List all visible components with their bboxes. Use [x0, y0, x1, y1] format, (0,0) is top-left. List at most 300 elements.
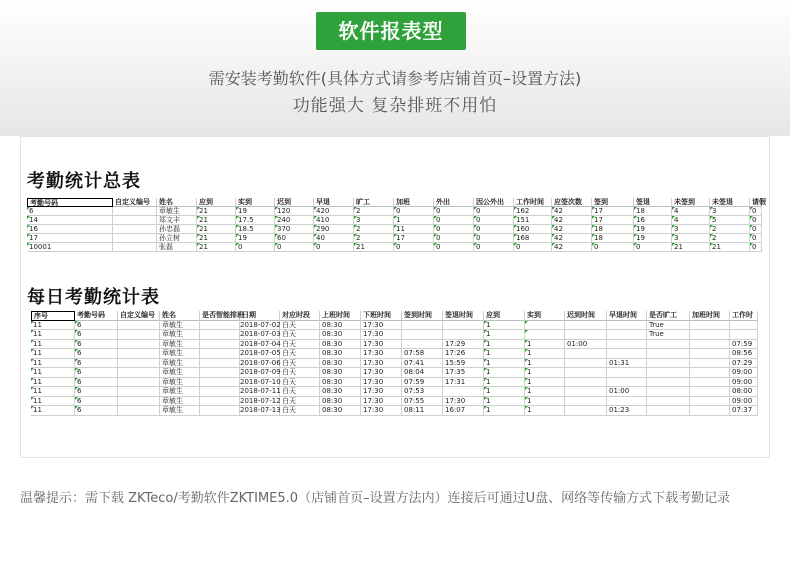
table-cell[interactable]: [565, 359, 607, 369]
table-cell[interactable]: 1: [525, 378, 565, 388]
table-cell[interactable]: 6: [75, 359, 118, 369]
table-cell[interactable]: 6: [75, 340, 118, 350]
table-cell[interactable]: 0: [236, 243, 275, 252]
table-cell[interactable]: 17: [394, 234, 434, 243]
table-cell[interactable]: 0: [394, 243, 434, 252]
table-cell[interactable]: [200, 368, 240, 378]
table-cell[interactable]: 0: [750, 243, 762, 252]
table-cell[interactable]: 19: [634, 234, 672, 243]
column-header[interactable]: 下班时间: [361, 311, 402, 321]
table-cell[interactable]: 1: [525, 359, 565, 369]
table-cell[interactable]: [565, 406, 607, 416]
table-cell[interactable]: [607, 397, 647, 407]
table-cell[interactable]: 42: [552, 216, 592, 225]
column-header[interactable]: 早退: [314, 198, 354, 207]
table-cell[interactable]: 3: [354, 216, 394, 225]
column-header[interactable]: 应到: [484, 311, 525, 321]
column-header[interactable]: 旷工: [354, 198, 394, 207]
table-cell[interactable]: 21: [672, 243, 710, 252]
table-cell[interactable]: 0: [434, 207, 474, 216]
column-header[interactable]: 考勤号码: [75, 311, 118, 321]
column-header[interactable]: 姓名: [160, 311, 200, 321]
table-cell[interactable]: [118, 397, 160, 407]
table-cell[interactable]: 11: [31, 330, 75, 340]
column-header[interactable]: 未签退: [710, 198, 750, 207]
column-header[interactable]: 实到: [525, 311, 565, 321]
table-cell[interactable]: [113, 243, 157, 252]
table-cell[interactable]: 17:30: [361, 387, 402, 397]
table-cell[interactable]: [607, 368, 647, 378]
table-cell[interactable]: 白天: [280, 359, 320, 369]
table-cell[interactable]: 2018-07-03: [240, 330, 281, 338]
table-cell[interactable]: 1: [484, 349, 525, 359]
table-cell[interactable]: 白天: [280, 321, 320, 331]
table-cell[interactable]: 2018-07-13: [240, 406, 281, 414]
table-cell[interactable]: 1: [484, 340, 525, 350]
table-cell[interactable]: 1: [484, 368, 525, 378]
table-cell[interactable]: 17:30: [361, 378, 402, 388]
table-cell[interactable]: 郑文丰: [157, 216, 197, 225]
table-cell[interactable]: 6: [75, 397, 118, 407]
table-cell[interactable]: 08:30: [320, 340, 361, 350]
table-cell[interactable]: [113, 216, 157, 225]
table-cell[interactable]: 2018-07-05: [240, 349, 281, 357]
table-cell[interactable]: 2018-07-02: [240, 320, 281, 329]
table-cell[interactable]: [690, 349, 730, 359]
table-cell[interactable]: 17:30: [443, 397, 484, 407]
table-cell[interactable]: 08:30: [320, 368, 361, 378]
table-cell[interactable]: 1: [525, 349, 565, 359]
column-header[interactable]: 应签次数: [552, 198, 592, 207]
column-header[interactable]: 迟到时间: [565, 311, 607, 321]
table-cell[interactable]: 18: [634, 207, 672, 216]
table-cell[interactable]: 章敏生: [160, 378, 200, 388]
column-header[interactable]: 是否旷工: [647, 311, 690, 321]
table-cell[interactable]: [647, 340, 690, 350]
table-cell[interactable]: 章敏生: [160, 406, 200, 416]
column-header[interactable]: 早退时间: [607, 311, 647, 321]
table-cell[interactable]: [200, 330, 240, 340]
column-header[interactable]: 姓名: [157, 198, 197, 207]
table-cell[interactable]: 2: [354, 207, 394, 216]
table-cell[interactable]: 张磊: [157, 243, 197, 252]
table-cell[interactable]: 19: [236, 207, 275, 216]
table-cell[interactable]: 17:30: [361, 397, 402, 407]
table-cell[interactable]: [200, 387, 240, 397]
table-cell[interactable]: 07:29: [730, 359, 758, 369]
column-header[interactable]: 考勤号码: [27, 198, 113, 207]
table-cell[interactable]: [525, 330, 565, 340]
table-cell[interactable]: [647, 349, 690, 359]
table-cell[interactable]: 16: [634, 216, 672, 225]
table-cell[interactable]: [113, 234, 157, 243]
table-cell[interactable]: 11: [31, 321, 75, 331]
table-cell[interactable]: True: [647, 321, 690, 331]
table-cell[interactable]: [647, 359, 690, 369]
table-cell[interactable]: [200, 397, 240, 407]
table-cell[interactable]: 17:29: [443, 340, 484, 350]
table-cell[interactable]: 42: [552, 234, 592, 243]
table-cell[interactable]: 1: [484, 387, 525, 397]
table-cell[interactable]: 章敏生: [160, 349, 200, 359]
table-cell[interactable]: 0: [275, 243, 314, 252]
table-cell[interactable]: 1: [525, 387, 565, 397]
table-cell[interactable]: 白天: [280, 397, 320, 407]
table-cell[interactable]: 160: [514, 225, 552, 234]
table-cell[interactable]: 4: [672, 207, 710, 216]
table-cell[interactable]: 2: [710, 225, 750, 234]
table-cell[interactable]: 11: [31, 340, 75, 350]
column-header[interactable]: 签退: [634, 198, 672, 207]
table-cell[interactable]: [565, 321, 607, 331]
table-cell[interactable]: 11: [31, 406, 75, 416]
table-cell[interactable]: 0: [514, 243, 552, 252]
table-cell[interactable]: True: [647, 330, 690, 340]
table-cell[interactable]: [200, 359, 240, 369]
table-cell[interactable]: [647, 406, 690, 416]
table-cell[interactable]: 21: [197, 216, 236, 225]
column-header[interactable]: 迟到: [275, 198, 314, 207]
table-cell[interactable]: 01:00: [565, 340, 607, 350]
table-cell[interactable]: [565, 397, 607, 407]
table-cell[interactable]: 17:30: [361, 340, 402, 350]
table-cell[interactable]: 3: [672, 225, 710, 234]
table-cell[interactable]: [113, 225, 157, 234]
table-cell[interactable]: 11: [31, 378, 75, 388]
table-cell[interactable]: 17:30: [361, 321, 402, 331]
table-cell[interactable]: 孙立树: [157, 234, 197, 243]
table-cell[interactable]: [565, 378, 607, 388]
table-cell[interactable]: 19: [634, 225, 672, 234]
table-cell[interactable]: 4: [672, 216, 710, 225]
table-cell[interactable]: [607, 321, 647, 331]
table-cell[interactable]: 151: [514, 216, 552, 225]
table-cell[interactable]: 2018-07-04: [240, 339, 281, 348]
table-cell[interactable]: 14: [27, 216, 113, 225]
table-cell[interactable]: 19: [236, 234, 275, 243]
table-cell[interactable]: [565, 349, 607, 359]
table-cell[interactable]: 章敏生: [160, 368, 200, 378]
table-cell[interactable]: [647, 368, 690, 378]
table-cell[interactable]: 11: [31, 368, 75, 378]
table-cell[interactable]: 290: [314, 225, 354, 234]
table-cell[interactable]: [200, 378, 240, 388]
table-cell[interactable]: 1: [525, 397, 565, 407]
table-cell[interactable]: [647, 397, 690, 407]
column-header[interactable]: 签退时间: [443, 311, 484, 321]
column-header[interactable]: 上班时间: [320, 311, 361, 321]
table-cell[interactable]: 07:37: [730, 406, 758, 416]
table-cell[interactable]: 11: [31, 349, 75, 359]
table-cell[interactable]: 07:55: [402, 397, 443, 407]
table-cell[interactable]: 17: [27, 234, 113, 243]
column-header[interactable]: 请假: [752, 198, 766, 206]
table-cell[interactable]: 白天: [280, 340, 320, 350]
table-cell[interactable]: 60: [275, 234, 314, 243]
table-cell[interactable]: 17: [592, 207, 634, 216]
table-cell[interactable]: 168: [514, 234, 552, 243]
table-cell[interactable]: 17:30: [361, 359, 402, 369]
table-cell[interactable]: 1: [525, 340, 565, 350]
column-header[interactable]: 因公外出: [474, 198, 514, 207]
table-cell[interactable]: [690, 340, 730, 350]
table-cell[interactable]: 08:30: [320, 378, 361, 388]
table-cell[interactable]: 6: [75, 378, 118, 388]
column-header[interactable]: 加班时间: [690, 311, 730, 321]
table-cell[interactable]: 18: [592, 225, 634, 234]
table-cell[interactable]: 18.5: [236, 225, 275, 234]
table-cell[interactable]: 6: [75, 349, 118, 359]
table-cell[interactable]: 07:58: [402, 349, 443, 359]
table-cell[interactable]: 白天: [280, 378, 320, 388]
table-cell[interactable]: 08:30: [320, 397, 361, 407]
table-cell[interactable]: [690, 378, 730, 388]
table-cell[interactable]: 白天: [280, 349, 320, 359]
table-cell[interactable]: 0: [434, 225, 474, 234]
table-cell[interactable]: 16:07: [443, 406, 484, 416]
table-cell[interactable]: 09:00: [730, 368, 758, 378]
table-cell[interactable]: 21: [354, 243, 394, 252]
table-cell[interactable]: 0: [314, 243, 354, 252]
table-cell[interactable]: [118, 330, 160, 340]
table-cell[interactable]: 08:04: [402, 368, 443, 378]
table-cell[interactable]: 01:31: [607, 359, 647, 369]
table-cell[interactable]: 0: [750, 234, 762, 243]
table-cell[interactable]: [690, 368, 730, 378]
table-cell[interactable]: 162: [514, 207, 552, 216]
table-cell[interactable]: 42: [552, 225, 592, 234]
table-cell[interactable]: 40: [314, 234, 354, 243]
table-cell[interactable]: 章敏生: [160, 321, 200, 331]
table-cell[interactable]: 1: [484, 321, 525, 331]
table-cell[interactable]: 17:31: [443, 378, 484, 388]
table-cell[interactable]: 17:30: [361, 368, 402, 378]
table-cell[interactable]: 08:00: [730, 387, 758, 397]
table-cell[interactable]: [607, 349, 647, 359]
table-cell[interactable]: 11: [31, 397, 75, 407]
column-header[interactable]: 应到: [197, 198, 236, 207]
table-cell[interactable]: 21: [197, 234, 236, 243]
table-cell[interactable]: [730, 330, 758, 340]
table-cell[interactable]: [200, 321, 240, 331]
table-cell[interactable]: [607, 330, 647, 340]
table-cell[interactable]: 章敏生: [157, 207, 197, 216]
table-cell[interactable]: [113, 207, 157, 216]
table-cell[interactable]: 09:00: [730, 378, 758, 388]
column-header[interactable]: 自定义编号: [113, 198, 157, 207]
column-header[interactable]: 实到: [236, 198, 275, 207]
table-cell[interactable]: [730, 321, 758, 331]
table-cell[interactable]: 07:41: [402, 359, 443, 369]
table-cell[interactable]: 17:30: [361, 330, 402, 340]
table-cell[interactable]: [565, 330, 607, 340]
table-cell[interactable]: 0: [394, 207, 434, 216]
table-cell[interactable]: [690, 321, 730, 331]
table-cell[interactable]: 07:53: [402, 387, 443, 397]
table-cell[interactable]: [565, 387, 607, 397]
table-cell[interactable]: 章敏生: [160, 397, 200, 407]
table-cell[interactable]: [690, 397, 730, 407]
table-cell[interactable]: 17:30: [361, 406, 402, 416]
column-header[interactable]: 外出: [434, 198, 474, 207]
table-cell[interactable]: 6: [27, 207, 113, 216]
table-cell[interactable]: [200, 340, 240, 350]
table-cell[interactable]: 17:26: [443, 349, 484, 359]
table-cell[interactable]: 2: [354, 234, 394, 243]
table-cell[interactable]: [690, 406, 730, 416]
table-cell[interactable]: [443, 330, 484, 340]
table-cell[interactable]: [200, 406, 240, 416]
table-cell[interactable]: 2018-07-11: [240, 387, 281, 395]
table-cell[interactable]: 420: [314, 207, 354, 216]
table-cell[interactable]: 1: [484, 359, 525, 369]
table-cell[interactable]: [402, 340, 443, 350]
table-cell[interactable]: 2: [354, 225, 394, 234]
table-cell[interactable]: 孙忠磊: [157, 225, 197, 234]
table-cell[interactable]: 白天: [280, 387, 320, 397]
table-cell[interactable]: [118, 378, 160, 388]
table-cell[interactable]: 3: [672, 234, 710, 243]
table-cell[interactable]: 2018-07-06: [240, 358, 281, 367]
table-cell[interactable]: [607, 340, 647, 350]
table-cell[interactable]: 5: [710, 216, 750, 225]
table-cell[interactable]: 章敏生: [160, 359, 200, 369]
table-cell[interactable]: 120: [275, 207, 314, 216]
table-cell[interactable]: 1: [484, 378, 525, 388]
column-header[interactable]: 工作时: [730, 311, 758, 321]
column-header[interactable]: 工作时间: [514, 198, 552, 207]
table-cell[interactable]: [118, 359, 160, 369]
table-cell[interactable]: 16: [27, 225, 113, 234]
table-cell[interactable]: 2018-07-10: [240, 377, 281, 386]
table-cell[interactable]: 08:30: [320, 321, 361, 331]
column-header[interactable]: 序号: [31, 311, 75, 321]
table-cell[interactable]: [647, 387, 690, 397]
table-cell[interactable]: [118, 406, 160, 416]
column-header[interactable]: 日期: [240, 311, 280, 321]
table-cell[interactable]: 08:30: [320, 330, 361, 340]
table-cell[interactable]: 0: [474, 243, 514, 252]
table-cell[interactable]: 1: [525, 406, 565, 416]
column-header[interactable]: 是否智能排班: [202, 311, 244, 319]
column-header[interactable]: 签到: [592, 198, 634, 207]
table-cell[interactable]: 410: [314, 216, 354, 225]
table-cell[interactable]: 6: [75, 321, 118, 331]
table-cell[interactable]: 2018-07-09: [240, 368, 281, 376]
table-cell[interactable]: 6: [75, 368, 118, 378]
table-cell[interactable]: [443, 387, 484, 397]
table-cell[interactable]: 2: [710, 234, 750, 243]
table-cell[interactable]: 21: [710, 243, 750, 252]
table-cell[interactable]: 1: [484, 330, 525, 340]
table-cell[interactable]: 0: [750, 216, 762, 225]
table-cell[interactable]: 0: [474, 207, 514, 216]
table-cell[interactable]: [402, 330, 443, 340]
table-cell[interactable]: 11: [31, 359, 75, 369]
table-cell[interactable]: 17:35: [443, 368, 484, 378]
table-cell[interactable]: 08:11: [402, 406, 443, 416]
table-cell[interactable]: 11: [394, 225, 434, 234]
table-cell[interactable]: 章敏生: [160, 387, 200, 397]
table-cell[interactable]: [443, 321, 484, 331]
table-cell[interactable]: 240: [275, 216, 314, 225]
table-cell[interactable]: 07:59: [730, 340, 758, 350]
table-cell[interactable]: [690, 330, 730, 340]
table-cell[interactable]: 17.5: [236, 216, 275, 225]
column-header[interactable]: 自定义编号: [118, 311, 160, 321]
table-cell[interactable]: 01:00: [607, 387, 647, 397]
table-cell[interactable]: 09:00: [730, 397, 758, 407]
table-cell[interactable]: 15:59: [443, 359, 484, 369]
table-cell[interactable]: [200, 349, 240, 359]
table-cell[interactable]: 18: [592, 234, 634, 243]
table-cell[interactable]: [402, 321, 443, 331]
table-cell[interactable]: 10001: [27, 243, 113, 252]
table-cell[interactable]: 1: [484, 406, 525, 416]
table-cell[interactable]: 0: [434, 243, 474, 252]
table-cell[interactable]: 11: [31, 387, 75, 397]
table-cell[interactable]: 1: [525, 368, 565, 378]
table-cell[interactable]: 07:59: [402, 378, 443, 388]
table-cell[interactable]: 0: [634, 243, 672, 252]
table-cell[interactable]: 章敏生: [160, 330, 200, 340]
table-cell[interactable]: 08:30: [320, 349, 361, 359]
column-header[interactable]: 加班: [394, 198, 434, 207]
table-cell[interactable]: 0: [434, 216, 474, 225]
table-cell[interactable]: 1: [394, 216, 434, 225]
table-cell[interactable]: 0: [474, 234, 514, 243]
table-cell[interactable]: [118, 387, 160, 397]
table-cell[interactable]: [565, 368, 607, 378]
table-cell[interactable]: 0: [750, 207, 762, 216]
table-cell[interactable]: 01:23: [607, 406, 647, 416]
table-cell[interactable]: [118, 368, 160, 378]
table-cell[interactable]: 1: [484, 397, 525, 407]
table-cell[interactable]: [690, 359, 730, 369]
table-cell[interactable]: 21: [197, 243, 236, 252]
table-cell[interactable]: 2018-07-12: [240, 396, 281, 405]
table-cell[interactable]: 0: [750, 225, 762, 234]
table-cell[interactable]: 42: [552, 243, 592, 252]
column-header[interactable]: 未签到: [672, 198, 710, 207]
table-cell[interactable]: 08:30: [320, 387, 361, 397]
table-cell[interactable]: 0: [474, 216, 514, 225]
table-cell[interactable]: 17: [592, 216, 634, 225]
table-cell[interactable]: 42: [552, 207, 592, 216]
table-cell[interactable]: 3: [710, 207, 750, 216]
table-cell[interactable]: 6: [75, 330, 118, 340]
column-header[interactable]: 对应时段: [280, 311, 320, 321]
table-cell[interactable]: 0: [592, 243, 634, 252]
table-cell[interactable]: 白天: [280, 368, 320, 378]
table-cell[interactable]: 08:30: [320, 406, 361, 416]
table-cell[interactable]: [118, 321, 160, 331]
table-cell[interactable]: 白天: [280, 330, 320, 340]
table-cell[interactable]: [607, 378, 647, 388]
table-cell[interactable]: 章敏生: [160, 340, 200, 350]
table-cell[interactable]: [118, 340, 160, 350]
table-cell[interactable]: [690, 387, 730, 397]
table-cell[interactable]: 08:56: [730, 349, 758, 359]
table-cell[interactable]: 0: [474, 225, 514, 234]
table-cell[interactable]: [525, 321, 565, 331]
column-header[interactable]: 签到时间: [402, 311, 443, 321]
table-cell[interactable]: [647, 378, 690, 388]
table-cell[interactable]: 21: [197, 207, 236, 216]
table-cell[interactable]: 370: [275, 225, 314, 234]
table-cell[interactable]: 08:30: [320, 359, 361, 369]
table-cell[interactable]: 0: [434, 234, 474, 243]
